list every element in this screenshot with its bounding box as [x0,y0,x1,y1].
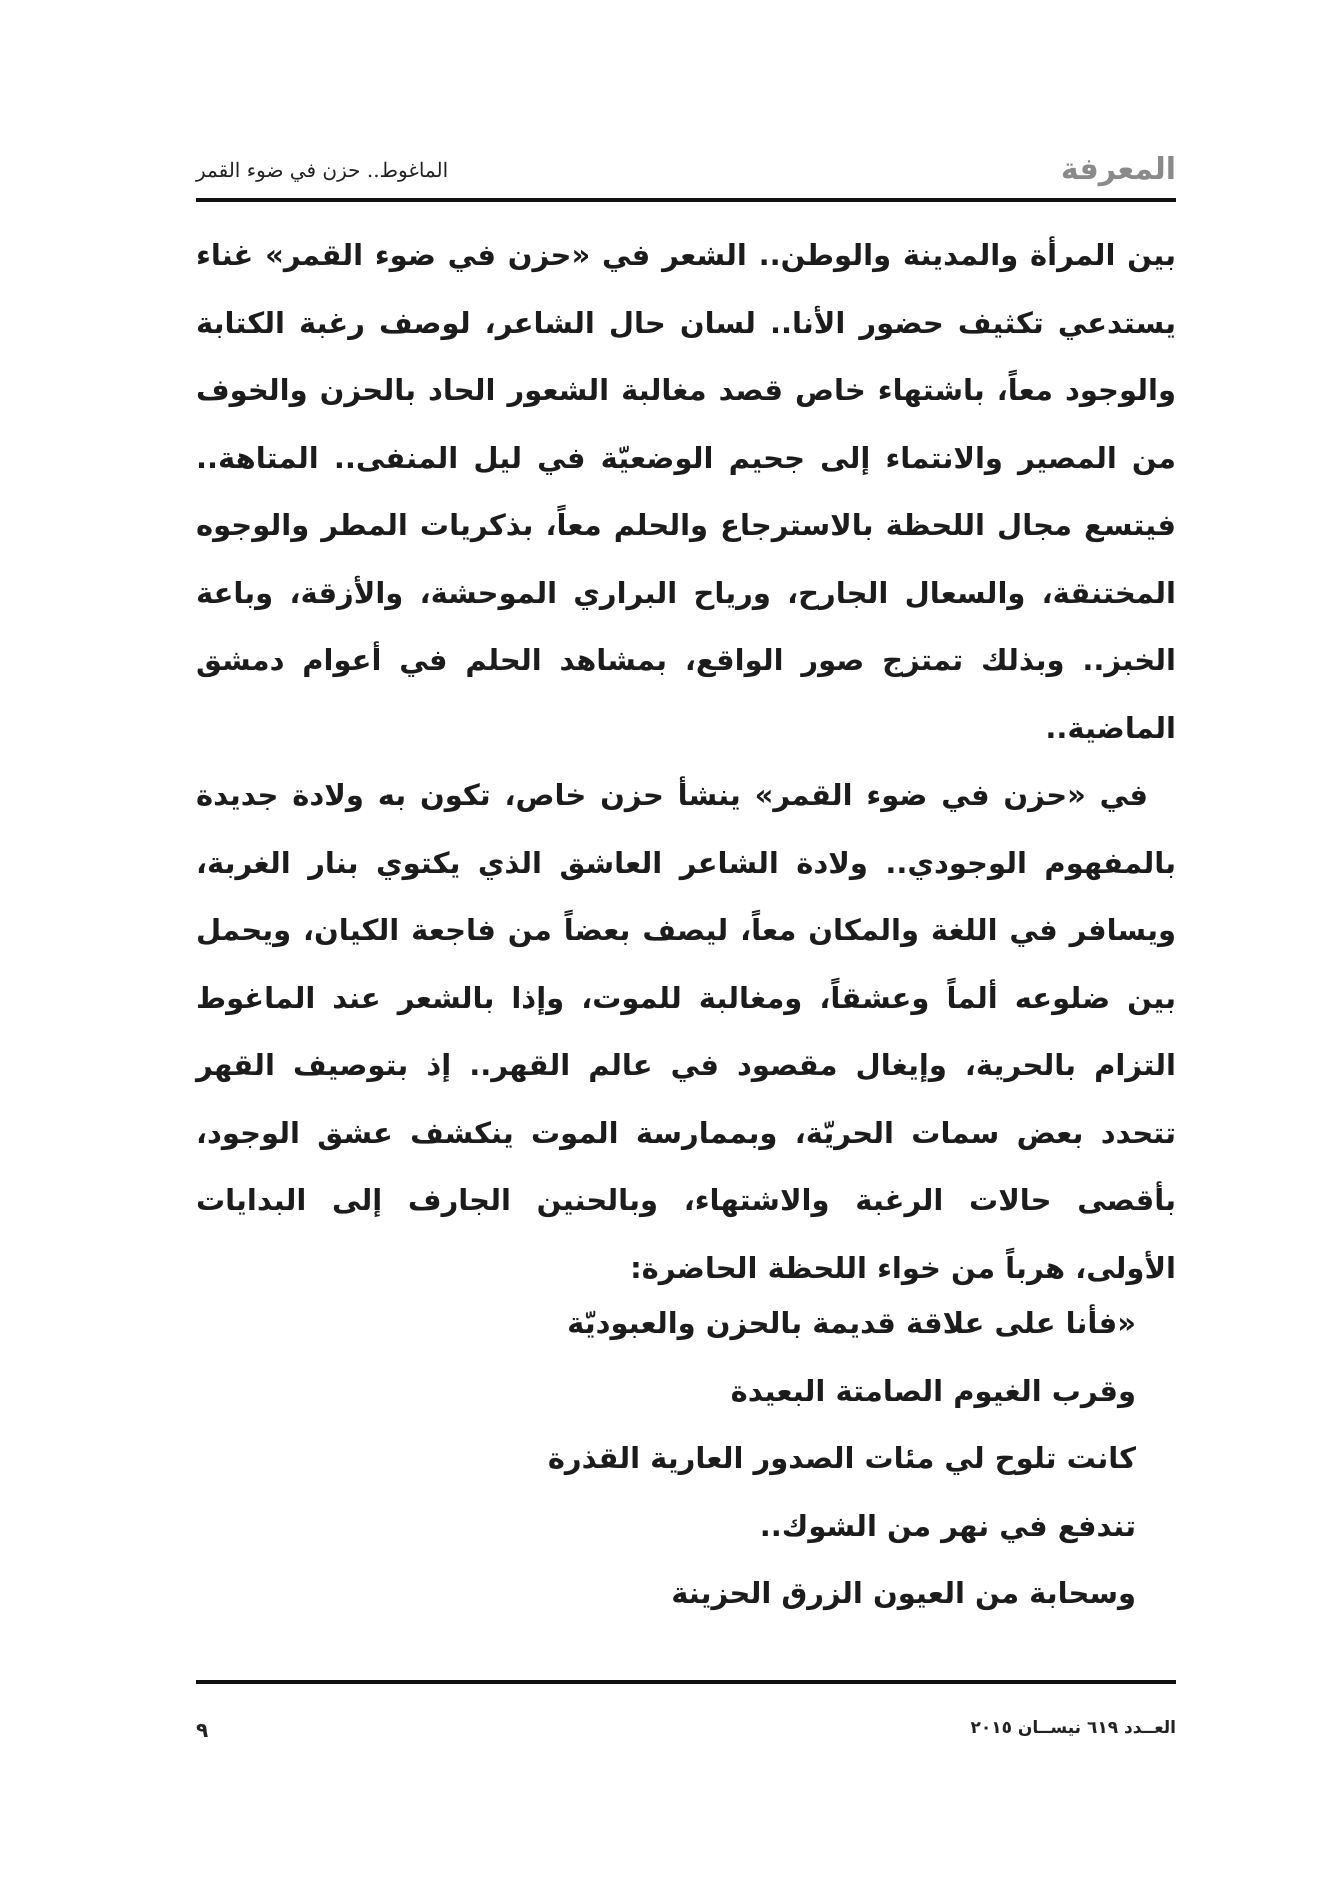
paragraph-1: بين المرأة والمدينة والوطن.. الشعر في «حزن في ضوء القمر» غناء يستدعي تكثيف حضور الأنا.. لسان حال الشاعر، لوصف رغبة الكتابة والوجود معاً، باشتهاء خاص قصد مغالبة الشعور الحاد بالحزن والخوف من المصير والانتماء إلى جحيم الوضعيّة في ليل المنفى.. المتاهة.. فيتسع مجال اللحظة بالاسترجاع والحلم معاً، بذكريات المطر والوجوه المختنقة، والسعال الجارح، ورياح البراري الموحشة، والأزقة، وباعة الخبز.. وبذلك تمتزج صور الواقع، بمشاهد الحلم في أعوام دمشق الماضية.. [196,238,1176,745]
magazine-logo: المعرفة [1060,152,1176,187]
poem-line: وسحابة من العيون الزرق الحزينة [671,1576,1136,1610]
article-body [196,222,1176,1302]
poem-line: تندفع في نهر من الشوك.. [759,1508,1136,1543]
page-footer [196,1718,1176,1748]
page-header [196,148,1176,192]
header-rule [196,198,1176,202]
running-title: الماغوط.. حزن في ضوء القمر [196,158,449,182]
issue-info: العــدد ٦١٩ نيســان ٢٠١٥ [970,1718,1176,1738]
page-number: ٩ [196,1718,209,1742]
poem-line: وقرب الغيوم الصامتة البعيدة [730,1373,1136,1408]
poem-line: كانت تلوح لي مئات الصدور العارية القذرة [547,1441,1136,1475]
poem-line: «فأنا على علاقة قديمة بالحزن والعبوديّة [567,1306,1136,1340]
paragraph-2: في «حزن في ضوء القمر» ينشأ حزن خاص، تكون به ولادة جديدة بالمفهوم الوجودي.. ولادة الشاعر العاشق الذي يكتوي بنار الغربة، ويسافر في اللغة والمكان معاً، ليصف بعضاً من فاجعة الكيان، ويحمل بين ضلوعه ألماً وعشقاً، ومغالبة للموت، وإذا بالشعر عند الماغوط التزام بالحرية، وإيغال مقصود في عالم القهر.. إذ بتوصيف القهر تتحدد بعض سمات الحريّة، وبممارسة الموت ينكشف عشق الوجود، بأقصى حالات الرغبة والاشتهاء، وبالحنين الجارف إلى البدايات الأولى، هرباً من خواء اللحظة الحاضرة: [196,778,1176,1285]
poem-quote [196,1290,1136,1628]
footer-rule [196,1680,1176,1684]
